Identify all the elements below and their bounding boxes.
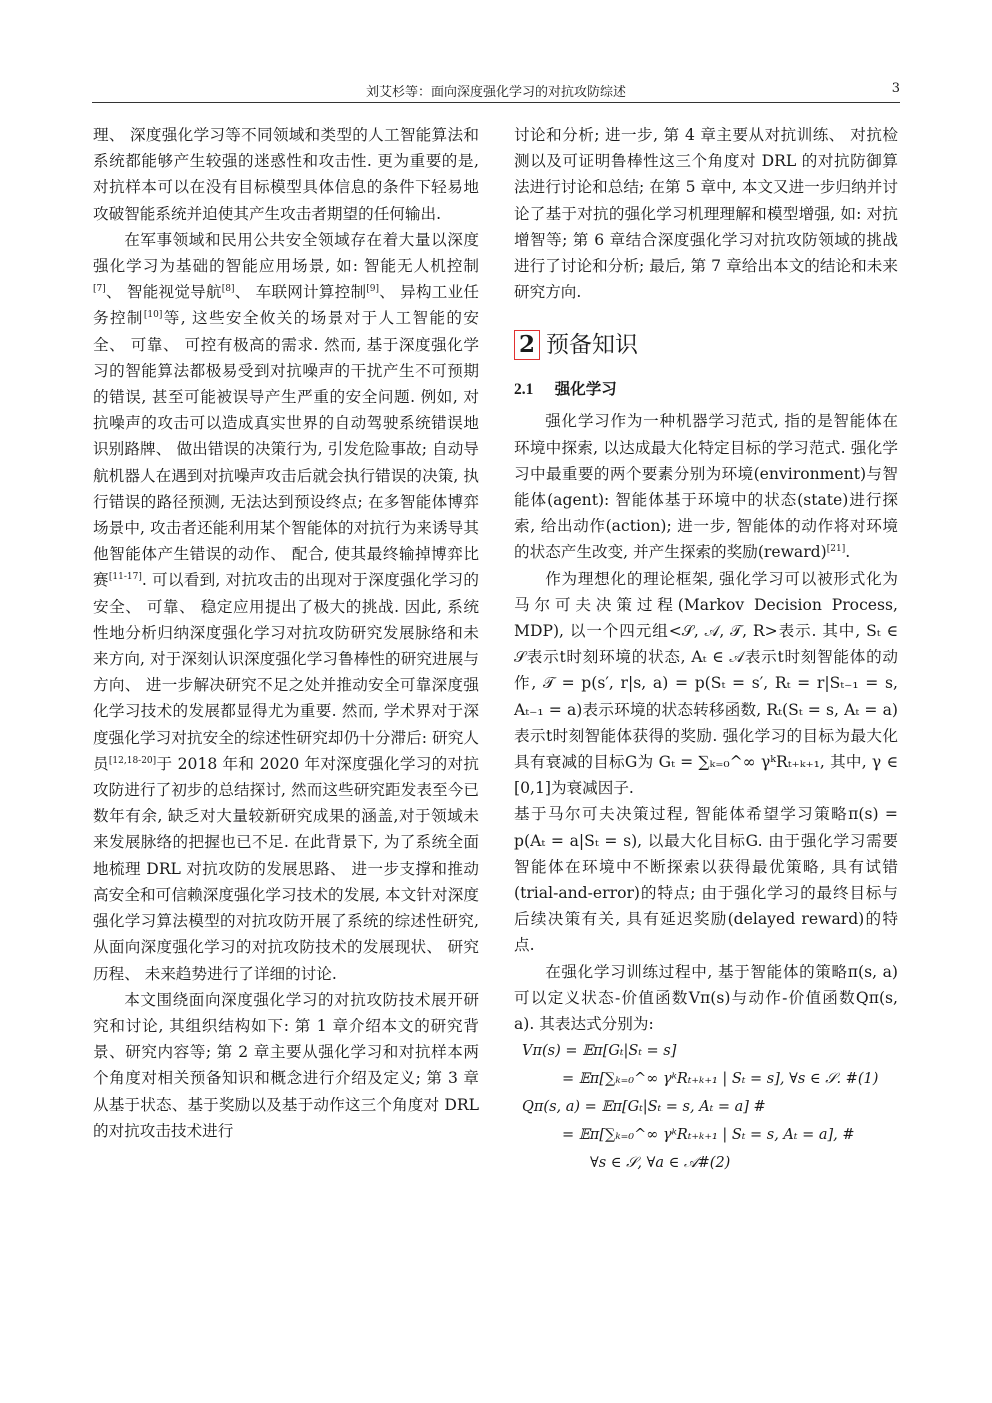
header-title: 刘艾杉等：面向深度强化学习的对抗攻防综述: [365, 85, 626, 100]
running-header: [92, 78, 900, 103]
citation: [12,18-20]: [108, 755, 157, 766]
section-heading: [514, 329, 898, 361]
paragraph: [93, 227, 479, 987]
citation: [8]: [221, 284, 235, 295]
page-number: 3: [891, 81, 900, 96]
paragraph: 讨论和分析; 进一步, 第 4 章主要从对抗训练、 对抗检测以及可证明鲁棒性这三个角度对 DRL 的对抗防御算法进行讨论和总结; 在第 5 章中, 本文又进一步归纳并讨论了基于对抗的强化学习机理理解和模型增强, 如: 对抗增智等; 第 6 章结合深度强化学习对抗攻防领域的挑战进行了讨论和分析; 最后, 第 7 章给出本文的结论和未来研究方向.: [514, 126, 898, 302]
paragraph: 理、 深度强化学习等不同领域和类型的人工智能算法和系统都能够产生较强的迷惑性和攻击性. 更为重要的是, 对抗样本可以在没有目标模型具体信息的条件下轻易地攻破智能系统并迫使其产生攻击者期望的任何输出.: [93, 126, 479, 223]
text-run: 、 车联网计算控制: [234, 283, 367, 302]
text-run: 、 异构工业任务控制: [93, 283, 479, 328]
citation: [7]: [93, 284, 106, 295]
text-run: 等, 这些安全攸关的场景对于人工智能的安全、 可靠、 可控有极高的需求. 然而, 基于深度强化学习的智能算法都极易受到对抗噪声的干扰产生不可预期的错误, 甚至可能被误导产生严重的安全问题. 例如, 对抗噪声的攻击可以造成真实世界的自动驾驶系统错误地识别路牌、 做出错误的决策行为, 引发危险事故; 自动导航机器人在遇到对抗噪声攻击后就会执行错误的决策, 执行错误的路径预测, 无法达到预设终点; 在多智能体博弈场景中, 攻击者还能利用某个智能体的对抗行为来诱导其他智能体产生错误的动作、 配合, 使其最终输掉博弈比赛: [93, 309, 479, 590]
subsection-number: 2.1: [514, 381, 534, 399]
text-run: .: [845, 543, 851, 562]
paragraph: 本文围绕面向深度强化学习的对抗攻防技术展开研究和讨论, 其组织结构如下: 第 1 章介绍本文的研究背景、研究内容等; 第 2 章主要从强化学习和对抗样本两个角度对相关预备知识和概念进行介绍及定义; 第 3 章从基于状态、基于奖励以及基于动作这三个角度对 DRL 的对抗攻击技术进行: [93, 990, 479, 1140]
equation-line: Qπ(s, a) = 𝔼π[Gₜ|Sₜ = s, Aₜ = a] #: [522, 1099, 766, 1116]
paragraph: 在强化学习训练过程中, 基于智能体的策略π(s, a)可以定义状态-价值函数Vπ(s)与动作-价值函数Qπ(s, a). 其表达式分别为:: [514, 962, 898, 1034]
paragraph: 基于马尔可夫决策过程, 智能体希望学习策略π(s) = p(Aₜ = a|Sₜ = s), 以最大化目标G. 由于强化学习需要智能体在环境中不断探索以获得最优策略, 具有试错(trial-and-error)的特点; 由于强化学习的最终目标与后续决策有关, 具有延迟奖励(delayed reward)的特点.: [514, 805, 898, 955]
subsection-heading: [514, 377, 898, 402]
section-title: 预备知识: [546, 332, 639, 359]
left-column: [93, 122, 479, 1144]
equation-line: = 𝔼π[∑ₖ₌₀^∞ γᵏRₜ₊ₖ₊₁ | Sₜ = s], ∀s ∈ 𝒮. #(1): [562, 1071, 879, 1088]
paragraph: 作为理想化的理论框架, 强化学习可以被形式化为马尔可夫决策过程(Markov Decision Process, MDP), 以一个四元组<𝒮, 𝒜, 𝒯, R>表示. 其中, Sₜ ∈ 𝒮表示t时刻环境的状态, Aₜ ∈ 𝒜表示t时刻智能体的动作, 𝒯 = p(s′, r|s, a) = p(Sₜ = s′, Rₜ = r|Sₜ₋₁ = s, Aₜ₋₁ = a)表示环境的状态转移函数, Rₜ(Sₜ = s, Aₜ = a)表示t时刻智能体获得的奖励. 强化学习的目标为最大化具有衰减的目标G为 Gₜ = ∑ₖ₌₀^∞ γᵏRₜ₊ₖ₊₁, 其中, γ ∈ [0,1]为衰减因子.: [514, 569, 898, 798]
equation-line: Vπ(s) = 𝔼π[Gₜ|Sₜ = s]: [522, 1043, 677, 1060]
equation-line: ∀s ∈ 𝒮, ∀a ∈ 𝒜#(2): [590, 1155, 731, 1172]
citation: [9]: [366, 284, 380, 295]
section-number: 2: [514, 330, 540, 360]
text-run: 、 智能视觉导航: [105, 283, 222, 302]
text-run: 强化学习作为一种机器学习范式, 指的是智能体在环境中探索, 以达成最大化特定目标的学习范式. 强化学习中最重要的两个要素分别为环境(environment)与智能体(agent): 智能体基于环境中的状态(state)进行探索, 给出动作(action); 进一步, 智能体的动作将对环境的状态产生改变, 并产生探索的奖励(reward): [514, 412, 898, 562]
text-run: 于 2018 年和 2020 年对深度强化学习的对抗攻防进行了初步的总结探讨, 然而这些研究距发表至今已数年有余, 缺乏对大量较新研究成果的涵盖,对于领域未来发展脉络的把握也已不足. 在此背景下, 为了系统全面地梳理 DRL 对抗攻防的发展思路、 进一步支撑和推动高安全和可信赖深度强化学习技术的发展, 本文针对深度强化学习算法模型的对抗攻防开展了系统的综述性研究, 从面向深度强化学习的对抗攻防技术的发展现状、 研究历程、 未来趋势进行了详细的讨论.: [93, 754, 479, 983]
citation: [10]: [143, 310, 163, 321]
subsection-title: 强化学习: [554, 380, 617, 399]
citation: [21]: [826, 544, 846, 555]
text-run: . 可以看到, 对抗攻击的出现对于深度强化学习的安全、 可靠、 稳定应用提出了极大的挑战. 因此, 系统性地分析归纳深度强化学习对抗攻防研究发展脉络和未来方向, 对于深刻认识深度强化学习鲁棒性的研究进展与方向、 进一步解决研究不足之处并推动安全可靠深度强化学习技术的发展都显得尤为重要. 然而, 学术界对于深度强化学习对抗安全的综述性研究却仍十分滞后: 研究人员: [93, 571, 479, 773]
right-column: [514, 122, 898, 1177]
paragraph: [514, 408, 898, 565]
equation-line: = 𝔼π[∑ₖ₌₀^∞ γᵏRₜ₊ₖ₊₁ | Sₜ = s, Aₜ = a], #: [562, 1127, 855, 1144]
citation: [11-17]: [108, 572, 142, 583]
text-run: 在军事领域和民用公共安全领域存在着大量以深度强化学习为基础的智能应用场景, 如: 智能无人机控制: [93, 230, 479, 276]
